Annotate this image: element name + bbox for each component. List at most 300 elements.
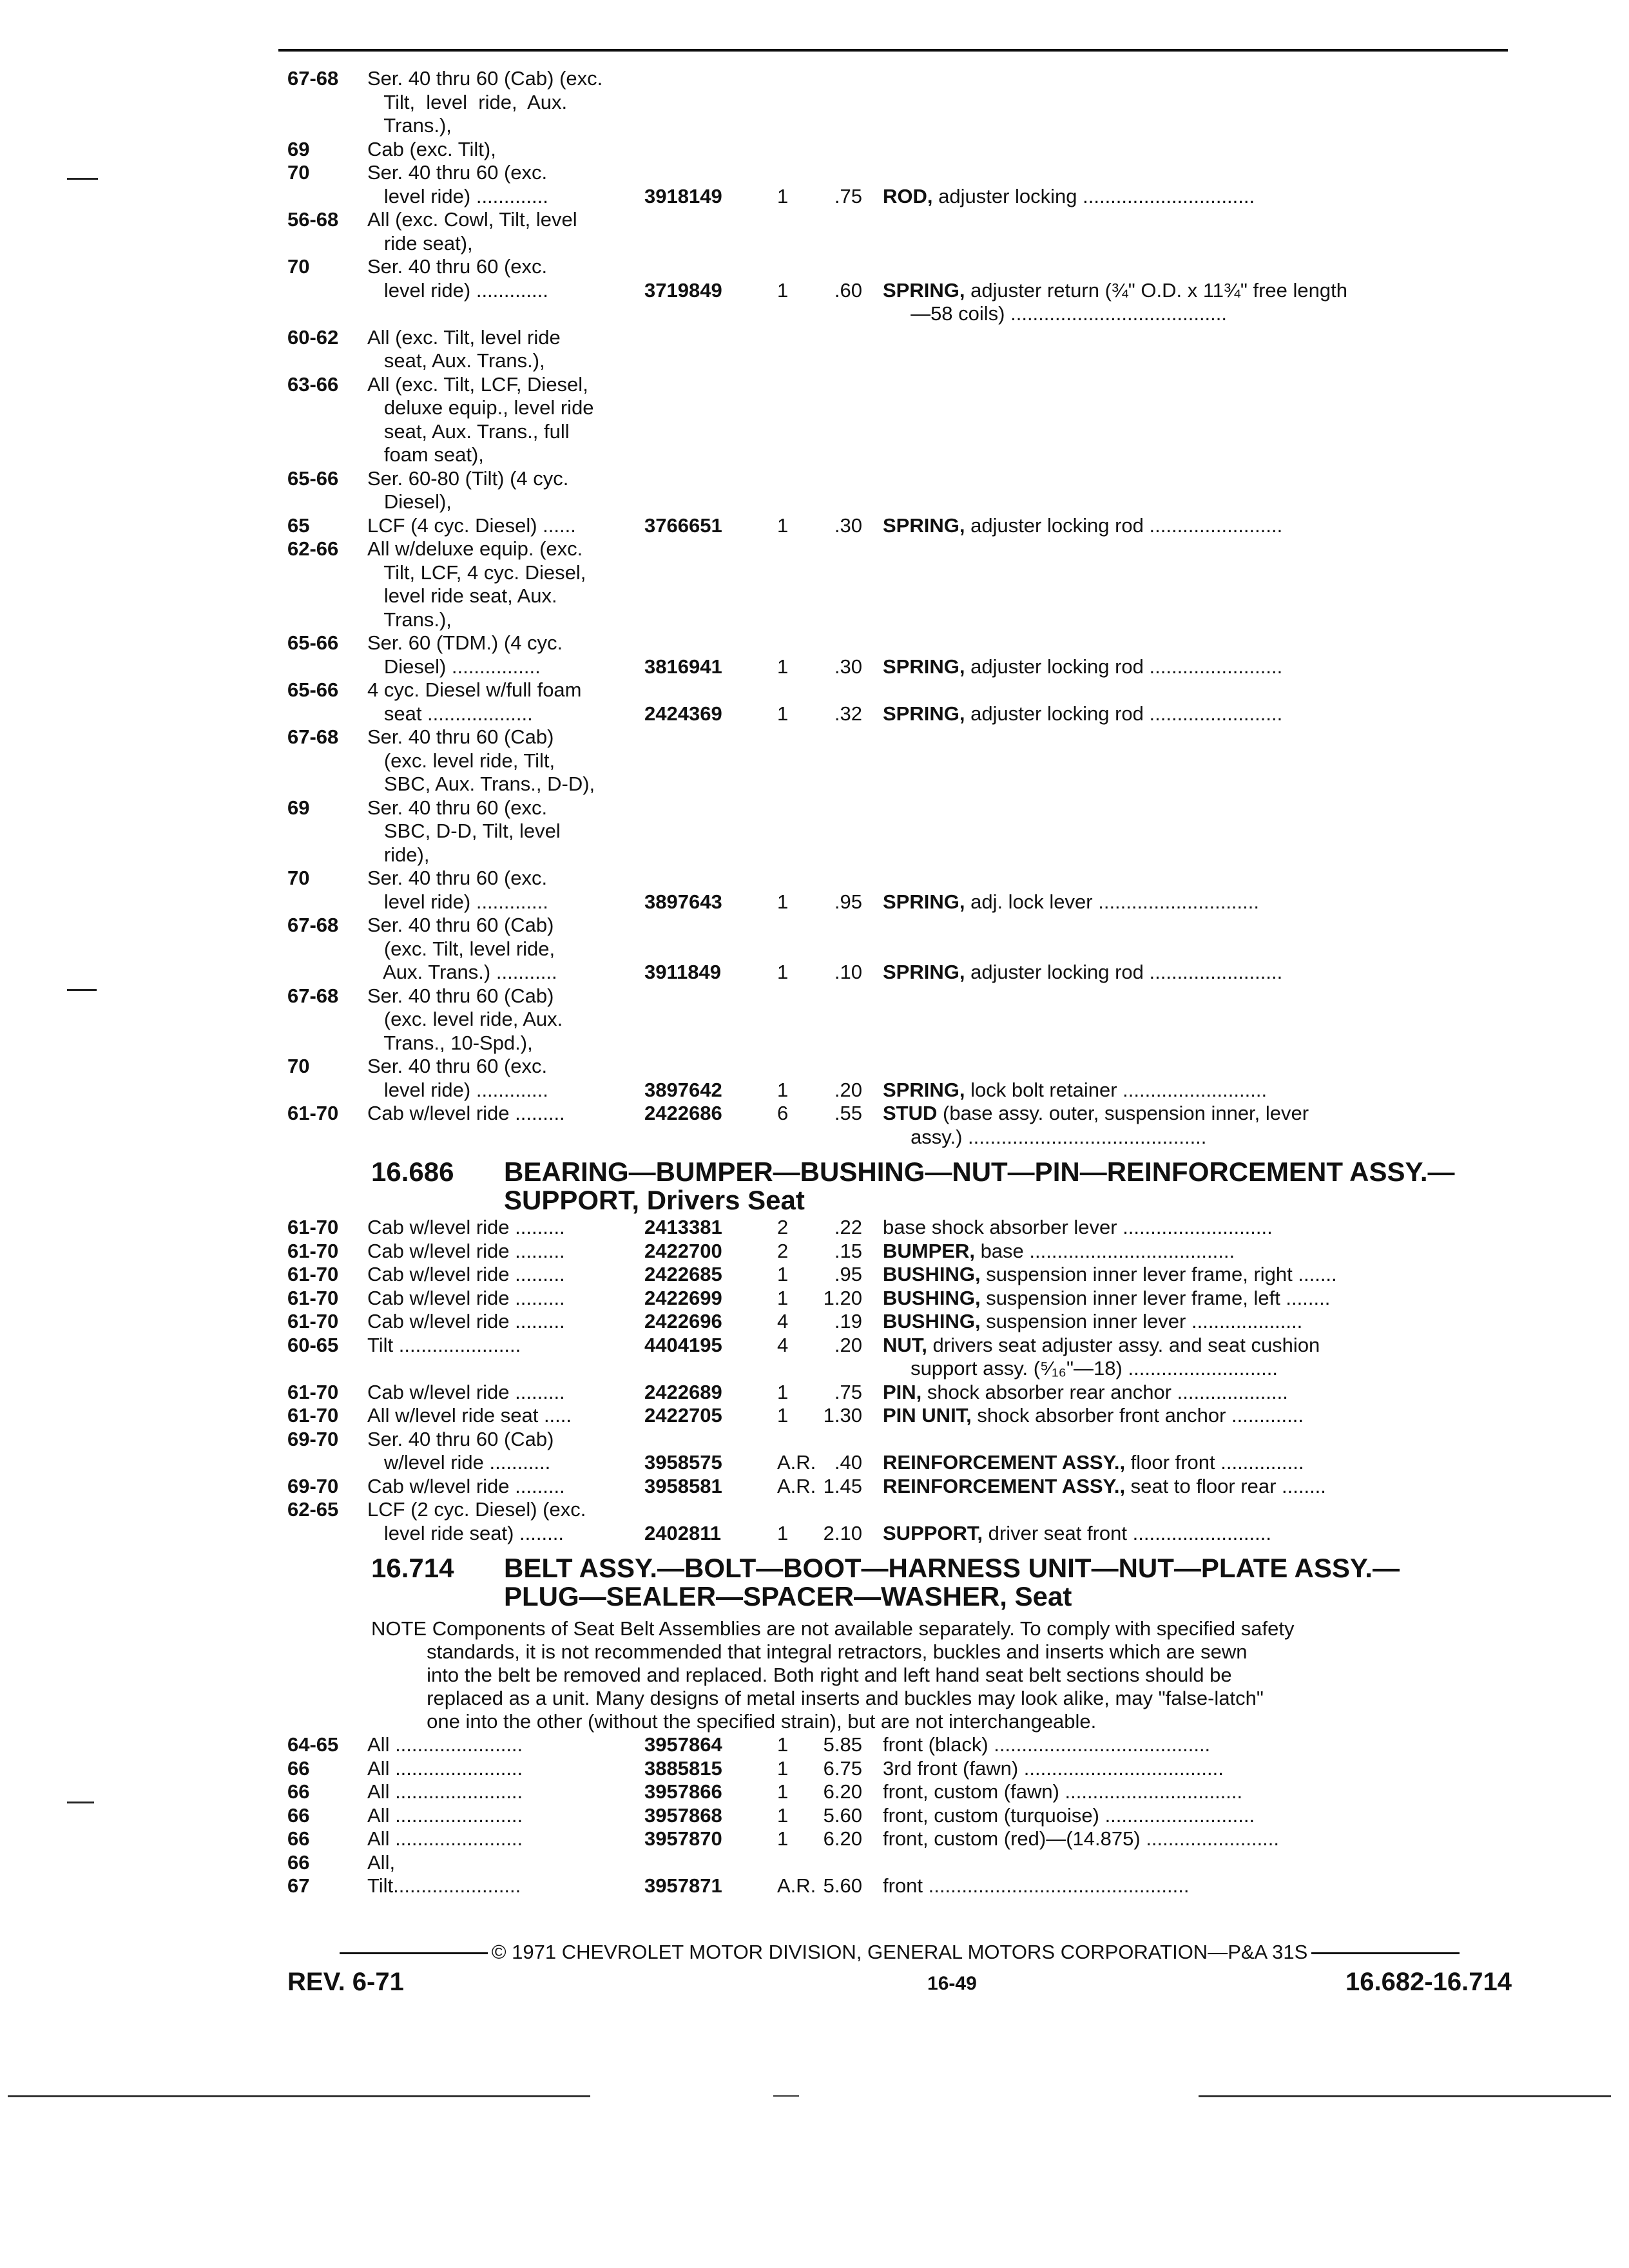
quantity	[773, 1357, 812, 1381]
table-row	[287, 1522, 1512, 1546]
application: seat, Aux. Trans.),	[367, 349, 545, 372]
part-detail: adjuster locking rod ........................	[965, 514, 1283, 537]
part-detail: 3rd front (fawn) ....................................	[883, 1756, 1224, 1780]
part-description	[883, 396, 1463, 420]
part-number	[644, 1851, 773, 1875]
table-row	[287, 1851, 1512, 1875]
table-row	[287, 961, 1512, 985]
part-name: ROD,	[883, 184, 933, 207]
price: .20	[834, 1078, 862, 1101]
part-description	[883, 1357, 1463, 1381]
part-number	[644, 326, 773, 350]
part-description	[883, 514, 1463, 538]
application: level ride) .............	[367, 890, 548, 913]
quantity: 1	[777, 1780, 789, 1803]
part-name: SPRING,	[883, 655, 965, 678]
part-description	[883, 1055, 1463, 1079]
part-number	[644, 1126, 773, 1149]
copyright-line	[287, 1941, 1512, 1964]
part-number: 2422696	[644, 1310, 722, 1332]
table-row	[287, 138, 1512, 162]
part-description	[883, 373, 1463, 397]
application: (exc. Tilt, level ride,	[367, 937, 555, 960]
part-detail: floor front ...............	[1125, 1451, 1304, 1474]
part-number	[644, 114, 773, 138]
part-description	[883, 161, 1463, 185]
part-description	[883, 631, 1463, 655]
part-number	[644, 138, 773, 162]
price: .40	[834, 1451, 862, 1474]
table-row	[287, 1334, 1512, 1358]
table-row	[287, 1079, 1512, 1102]
part-name: NUT,	[883, 1333, 927, 1356]
price	[812, 773, 883, 796]
part-detail: assy.) ...........................................	[883, 1125, 1207, 1148]
table-row	[287, 91, 1512, 115]
part-detail: adjuster locking rod ........................	[965, 702, 1283, 725]
application: foam seat),	[367, 443, 484, 466]
copyright-text: © 1971 CHEVROLET MOTOR DIVISION, GENERAL MOTORS CORPORATION—P&A 31S	[491, 1941, 1308, 1963]
price: .95	[834, 890, 862, 913]
part-number	[644, 537, 773, 561]
table-row	[287, 1055, 1512, 1079]
model-year: 67	[287, 1874, 310, 1897]
price	[812, 373, 883, 397]
part-description	[883, 1475, 1463, 1499]
note-line: one into the other (without the specified strain), but are not interchangeable.	[371, 1710, 1097, 1733]
price: 6.75	[823, 1756, 862, 1780]
application: Trans.),	[367, 114, 452, 137]
application: All w/deluxe equip. (exc.	[367, 537, 583, 560]
part-description	[883, 584, 1463, 608]
model-year: 70	[287, 1055, 310, 1077]
quantity	[773, 490, 812, 514]
price	[812, 678, 883, 702]
model-year	[287, 185, 367, 209]
part-number	[644, 420, 773, 444]
table-row	[287, 1827, 1512, 1851]
top-rule	[278, 49, 1508, 52]
part-number	[644, 67, 773, 91]
part-name: BUSHING,	[883, 1310, 981, 1332]
part-description	[883, 843, 1463, 867]
application: level ride) .............	[367, 278, 548, 302]
quantity	[773, 114, 812, 138]
price	[812, 1126, 883, 1149]
part-detail: support assy. (⁵⁄₁₆"—18) ...........................	[883, 1357, 1278, 1379]
model-year	[287, 420, 367, 444]
model-year: 61-70	[287, 1310, 339, 1332]
part-detail: base .....................................	[974, 1239, 1235, 1262]
part-number	[644, 490, 773, 514]
model-year	[287, 584, 367, 608]
bottom-rule	[8, 2095, 590, 2097]
model-year	[287, 961, 367, 985]
part-number	[644, 773, 773, 796]
table-row	[287, 537, 1512, 561]
application: Ser. 40 thru 60 (Cab)	[367, 984, 554, 1007]
part-number: 3885815	[644, 1756, 722, 1780]
table-row	[287, 208, 1512, 232]
part-number	[644, 796, 773, 820]
quantity	[773, 678, 812, 702]
model-year: 61-70	[287, 1380, 339, 1403]
application: All .......................	[367, 1803, 523, 1827]
part-number: 2413381	[644, 1216, 722, 1238]
part-description	[883, 1522, 1463, 1546]
price: 1.20	[823, 1286, 862, 1309]
part-name: BUSHING,	[883, 1286, 981, 1309]
part-number	[644, 1498, 773, 1522]
part-detail: front, custom (fawn) ................................	[883, 1780, 1243, 1803]
part-description	[883, 138, 1463, 162]
part-description	[883, 1126, 1463, 1149]
model-year	[287, 702, 367, 726]
price: 5.85	[823, 1733, 862, 1756]
part-description	[883, 1310, 1463, 1334]
price	[812, 138, 883, 162]
price	[812, 1032, 883, 1055]
price	[812, 537, 883, 561]
part-description	[883, 561, 1463, 585]
application: level ride) .............	[367, 1078, 548, 1101]
part-number	[644, 561, 773, 585]
part-detail: front (black) .......................................	[883, 1733, 1211, 1756]
model-year	[287, 302, 367, 326]
table-row	[287, 678, 1512, 702]
quantity: 1	[777, 1286, 789, 1309]
price: .22	[834, 1216, 862, 1238]
part-detail: suspension inner lever frame, left ........	[980, 1286, 1331, 1309]
section-title: SUPPORT, Drivers Seat	[504, 1185, 805, 1215]
price	[812, 749, 883, 773]
table-row	[287, 1310, 1512, 1334]
part-description	[883, 537, 1463, 561]
part-number	[644, 443, 773, 467]
quantity: 1	[777, 184, 789, 207]
quantity	[773, 1498, 812, 1522]
part-description	[883, 302, 1463, 326]
quantity	[773, 773, 812, 796]
model-year	[287, 279, 367, 303]
model-year: 70	[287, 867, 310, 889]
part-number	[644, 1055, 773, 1079]
part-description	[883, 1079, 1463, 1102]
application: All (exc. Tilt, LCF, Diesel,	[367, 372, 588, 396]
table-row	[287, 1381, 1512, 1405]
application: Cab w/level ride .........	[367, 1474, 565, 1497]
price	[812, 302, 883, 326]
application: Cab w/level ride .........	[367, 1239, 565, 1262]
section-title: BEARING—BUMPER—BUSHING—NUT—PIN—REINFORCEMENT ASSY.—	[504, 1157, 1455, 1187]
part-description	[883, 326, 1463, 350]
part-name: STUD	[883, 1102, 938, 1124]
part-detail: drivers seat adjuster assy. and seat cushion	[927, 1333, 1320, 1356]
application: Ser. 40 thru 60 (exc.	[367, 867, 548, 889]
table-row	[287, 67, 1512, 91]
quantity: 1	[777, 890, 789, 913]
table-row	[287, 490, 1512, 514]
model-year	[287, 1357, 367, 1381]
part-description	[883, 1263, 1463, 1287]
part-number: 3766651	[644, 514, 722, 537]
price: 6.20	[823, 1780, 862, 1803]
part-detail: lock bolt retainer ..........................	[965, 1078, 1268, 1101]
table-row	[287, 608, 1512, 632]
table-row	[287, 985, 1512, 1008]
table-row	[287, 867, 1512, 890]
price	[812, 232, 883, 256]
application: Ser. 40 thru 60 (exc.	[367, 161, 548, 184]
application: ride),	[367, 843, 430, 866]
model-year	[287, 114, 367, 138]
table-row	[287, 561, 1512, 585]
part-number	[644, 208, 773, 232]
model-year: 63-66	[287, 372, 339, 396]
model-year: 70	[287, 255, 310, 278]
quantity	[773, 631, 812, 655]
part-name: BUSHING,	[883, 1263, 981, 1285]
price: .15	[834, 1239, 862, 1262]
part-number: 4404195	[644, 1333, 722, 1356]
application: seat, Aux. Trans., full	[367, 419, 570, 443]
application: Diesel) ................	[367, 655, 541, 678]
model-year	[287, 443, 367, 467]
revision-label: REV. 6-71	[287, 1968, 404, 1996]
part-description	[883, 702, 1463, 726]
price: 5.60	[823, 1803, 862, 1827]
part-description	[883, 678, 1463, 702]
bottom-rule	[773, 2095, 799, 2097]
part-name: SPRING,	[883, 1078, 965, 1101]
table-row	[287, 914, 1512, 937]
price: .75	[834, 184, 862, 207]
part-number: 2422700	[644, 1239, 722, 1262]
quantity: 4	[777, 1333, 789, 1356]
table-row	[287, 302, 1512, 326]
section-title-line	[371, 1582, 1512, 1611]
part-number: 3719849	[644, 278, 722, 302]
part-description	[883, 1334, 1463, 1358]
parts-catalog-page	[287, 67, 1512, 1898]
part-name: REINFORCEMENT ASSY.,	[883, 1451, 1126, 1474]
margin-tick	[67, 178, 98, 180]
part-number	[644, 631, 773, 655]
part-description	[883, 114, 1463, 138]
model-year	[287, 1032, 367, 1055]
price	[812, 443, 883, 467]
application: Trans., 10-Spd.),	[367, 1031, 533, 1054]
application: All .......................	[367, 1780, 523, 1803]
quantity: 1	[777, 1404, 789, 1427]
part-description	[883, 1780, 1463, 1804]
application: All w/level ride seat .....	[367, 1404, 572, 1427]
quantity	[773, 1126, 812, 1149]
part-detail: driver seat front .........................	[983, 1521, 1271, 1544]
part-number	[644, 232, 773, 256]
quantity	[773, 914, 812, 937]
section-number: 16.714	[371, 1553, 454, 1583]
model-year	[287, 1079, 367, 1102]
part-description	[883, 490, 1463, 514]
table-row	[287, 584, 1512, 608]
model-year: 61-70	[287, 1263, 339, 1285]
application	[367, 1357, 644, 1381]
model-year: 69-70	[287, 1474, 339, 1497]
quantity	[773, 396, 812, 420]
table-row	[287, 773, 1512, 796]
part-description	[883, 1008, 1463, 1032]
price	[812, 67, 883, 91]
part-number	[644, 843, 773, 867]
application: SBC, Aux. Trans., D-D),	[367, 773, 595, 795]
part-detail: suspension inner lever frame, right .......	[980, 1263, 1337, 1285]
part-number	[644, 608, 773, 632]
part-description	[883, 1428, 1463, 1452]
part-description	[883, 820, 1463, 843]
section-title: PLUG—SEALER—SPACER—WASHER, Seat	[504, 1581, 1072, 1611]
part-number: 2422705	[644, 1404, 722, 1427]
part-name: REINFORCEMENT ASSY.,	[883, 1474, 1126, 1497]
part-description	[883, 914, 1463, 937]
part-name: SPRING,	[883, 702, 965, 725]
application: All (exc. Cowl, Tilt, level	[367, 208, 577, 231]
model-year: 61-70	[287, 1286, 339, 1309]
application: 4 cyc. Diesel w/full foam	[367, 678, 582, 701]
application: ride seat),	[367, 231, 473, 255]
part-number	[644, 678, 773, 702]
quantity	[773, 867, 812, 890]
price	[812, 1008, 883, 1032]
model-year	[287, 749, 367, 773]
model-year	[287, 773, 367, 796]
bottom-rule	[1199, 2095, 1611, 2097]
part-number: 2422699	[644, 1286, 722, 1309]
price	[812, 326, 883, 350]
table-row	[287, 1008, 1512, 1032]
model-year: 66	[287, 1850, 310, 1874]
table-row	[287, 1102, 1512, 1126]
model-year	[287, 349, 367, 373]
application: Tilt.......................	[367, 1874, 521, 1897]
price: .32	[834, 702, 862, 725]
price: 2.10	[823, 1521, 862, 1544]
table-row	[287, 1404, 1512, 1428]
application: Tilt ......................	[367, 1333, 521, 1356]
quantity	[773, 1055, 812, 1079]
quantity	[773, 1032, 812, 1055]
model-year: 65	[287, 514, 310, 537]
part-description	[883, 890, 1463, 914]
price: .20	[834, 1333, 862, 1356]
part-description	[883, 208, 1463, 232]
part-description	[883, 1287, 1463, 1311]
part-number	[644, 302, 773, 326]
price	[812, 467, 883, 491]
price: .55	[834, 1102, 862, 1124]
part-number: 3897643	[644, 890, 722, 913]
model-year	[287, 843, 367, 867]
application: Tilt, level ride, Aux.	[367, 90, 568, 113]
model-year: 69	[287, 796, 310, 819]
table-row	[287, 514, 1512, 538]
model-year: 65-66	[287, 466, 339, 490]
table-row	[287, 1874, 1512, 1898]
model-year: 66	[287, 1803, 310, 1827]
application: LCF (2 cyc. Diesel) (exc.	[367, 1498, 586, 1521]
application: Diesel),	[367, 490, 452, 513]
table-row	[287, 1216, 1512, 1240]
model-year: 66	[287, 1827, 310, 1850]
part-description	[883, 185, 1463, 209]
part-number: 3958581	[644, 1474, 722, 1497]
model-year: 61-70	[287, 1216, 339, 1238]
application: level ride seat) ........	[367, 1521, 564, 1544]
table-row	[287, 396, 1512, 420]
price: 1.30	[823, 1404, 862, 1427]
table-row	[287, 114, 1512, 138]
section-heading	[287, 1554, 1512, 1611]
application: Ser. 40 thru 60 (Cab) (exc.	[367, 67, 603, 90]
quantity	[773, 749, 812, 773]
section-title-line	[371, 1158, 1512, 1186]
part-description	[883, 1851, 1463, 1875]
page-footer	[287, 1941, 1512, 1997]
application: Ser. 40 thru 60 (exc.	[367, 255, 548, 278]
table-row	[287, 232, 1512, 256]
model-year: 61-70	[287, 1239, 339, 1262]
part-number	[644, 1032, 773, 1055]
part-description	[883, 1733, 1463, 1757]
model-year: 65-66	[287, 631, 339, 654]
part-number	[644, 914, 773, 937]
model-year	[287, 937, 367, 961]
part-number	[644, 467, 773, 491]
application: All .......................	[367, 1756, 523, 1780]
quantity	[773, 1428, 812, 1452]
model-year	[287, 1451, 367, 1475]
table-row	[287, 1475, 1512, 1499]
part-detail: —58 coils) .......................................	[883, 302, 1228, 325]
model-year: 66	[287, 1756, 310, 1780]
note-line: into the belt be removed and replaced. Both right and left hand seat belt sections should be	[371, 1664, 1232, 1686]
part-description	[883, 349, 1463, 373]
model-year: 61-70	[287, 1404, 339, 1427]
quantity	[773, 373, 812, 397]
part-number	[644, 1008, 773, 1032]
price: .30	[834, 655, 862, 678]
part-description	[883, 1757, 1463, 1781]
quantity	[773, 420, 812, 444]
part-description	[883, 255, 1463, 279]
price	[812, 584, 883, 608]
part-name: PIN UNIT,	[883, 1404, 972, 1427]
part-detail: front ...............................................	[883, 1874, 1190, 1897]
table-row	[287, 890, 1512, 914]
part-number	[644, 349, 773, 373]
quantity	[773, 584, 812, 608]
part-description	[883, 67, 1463, 91]
table-row	[287, 1032, 1512, 1055]
price	[812, 91, 883, 115]
part-name: SPRING,	[883, 278, 965, 302]
part-name: SPRING,	[883, 961, 965, 983]
model-year	[287, 91, 367, 115]
price	[812, 985, 883, 1008]
application: Cab w/level ride .........	[367, 1263, 565, 1285]
quantity	[773, 820, 812, 843]
quantity	[773, 161, 812, 185]
